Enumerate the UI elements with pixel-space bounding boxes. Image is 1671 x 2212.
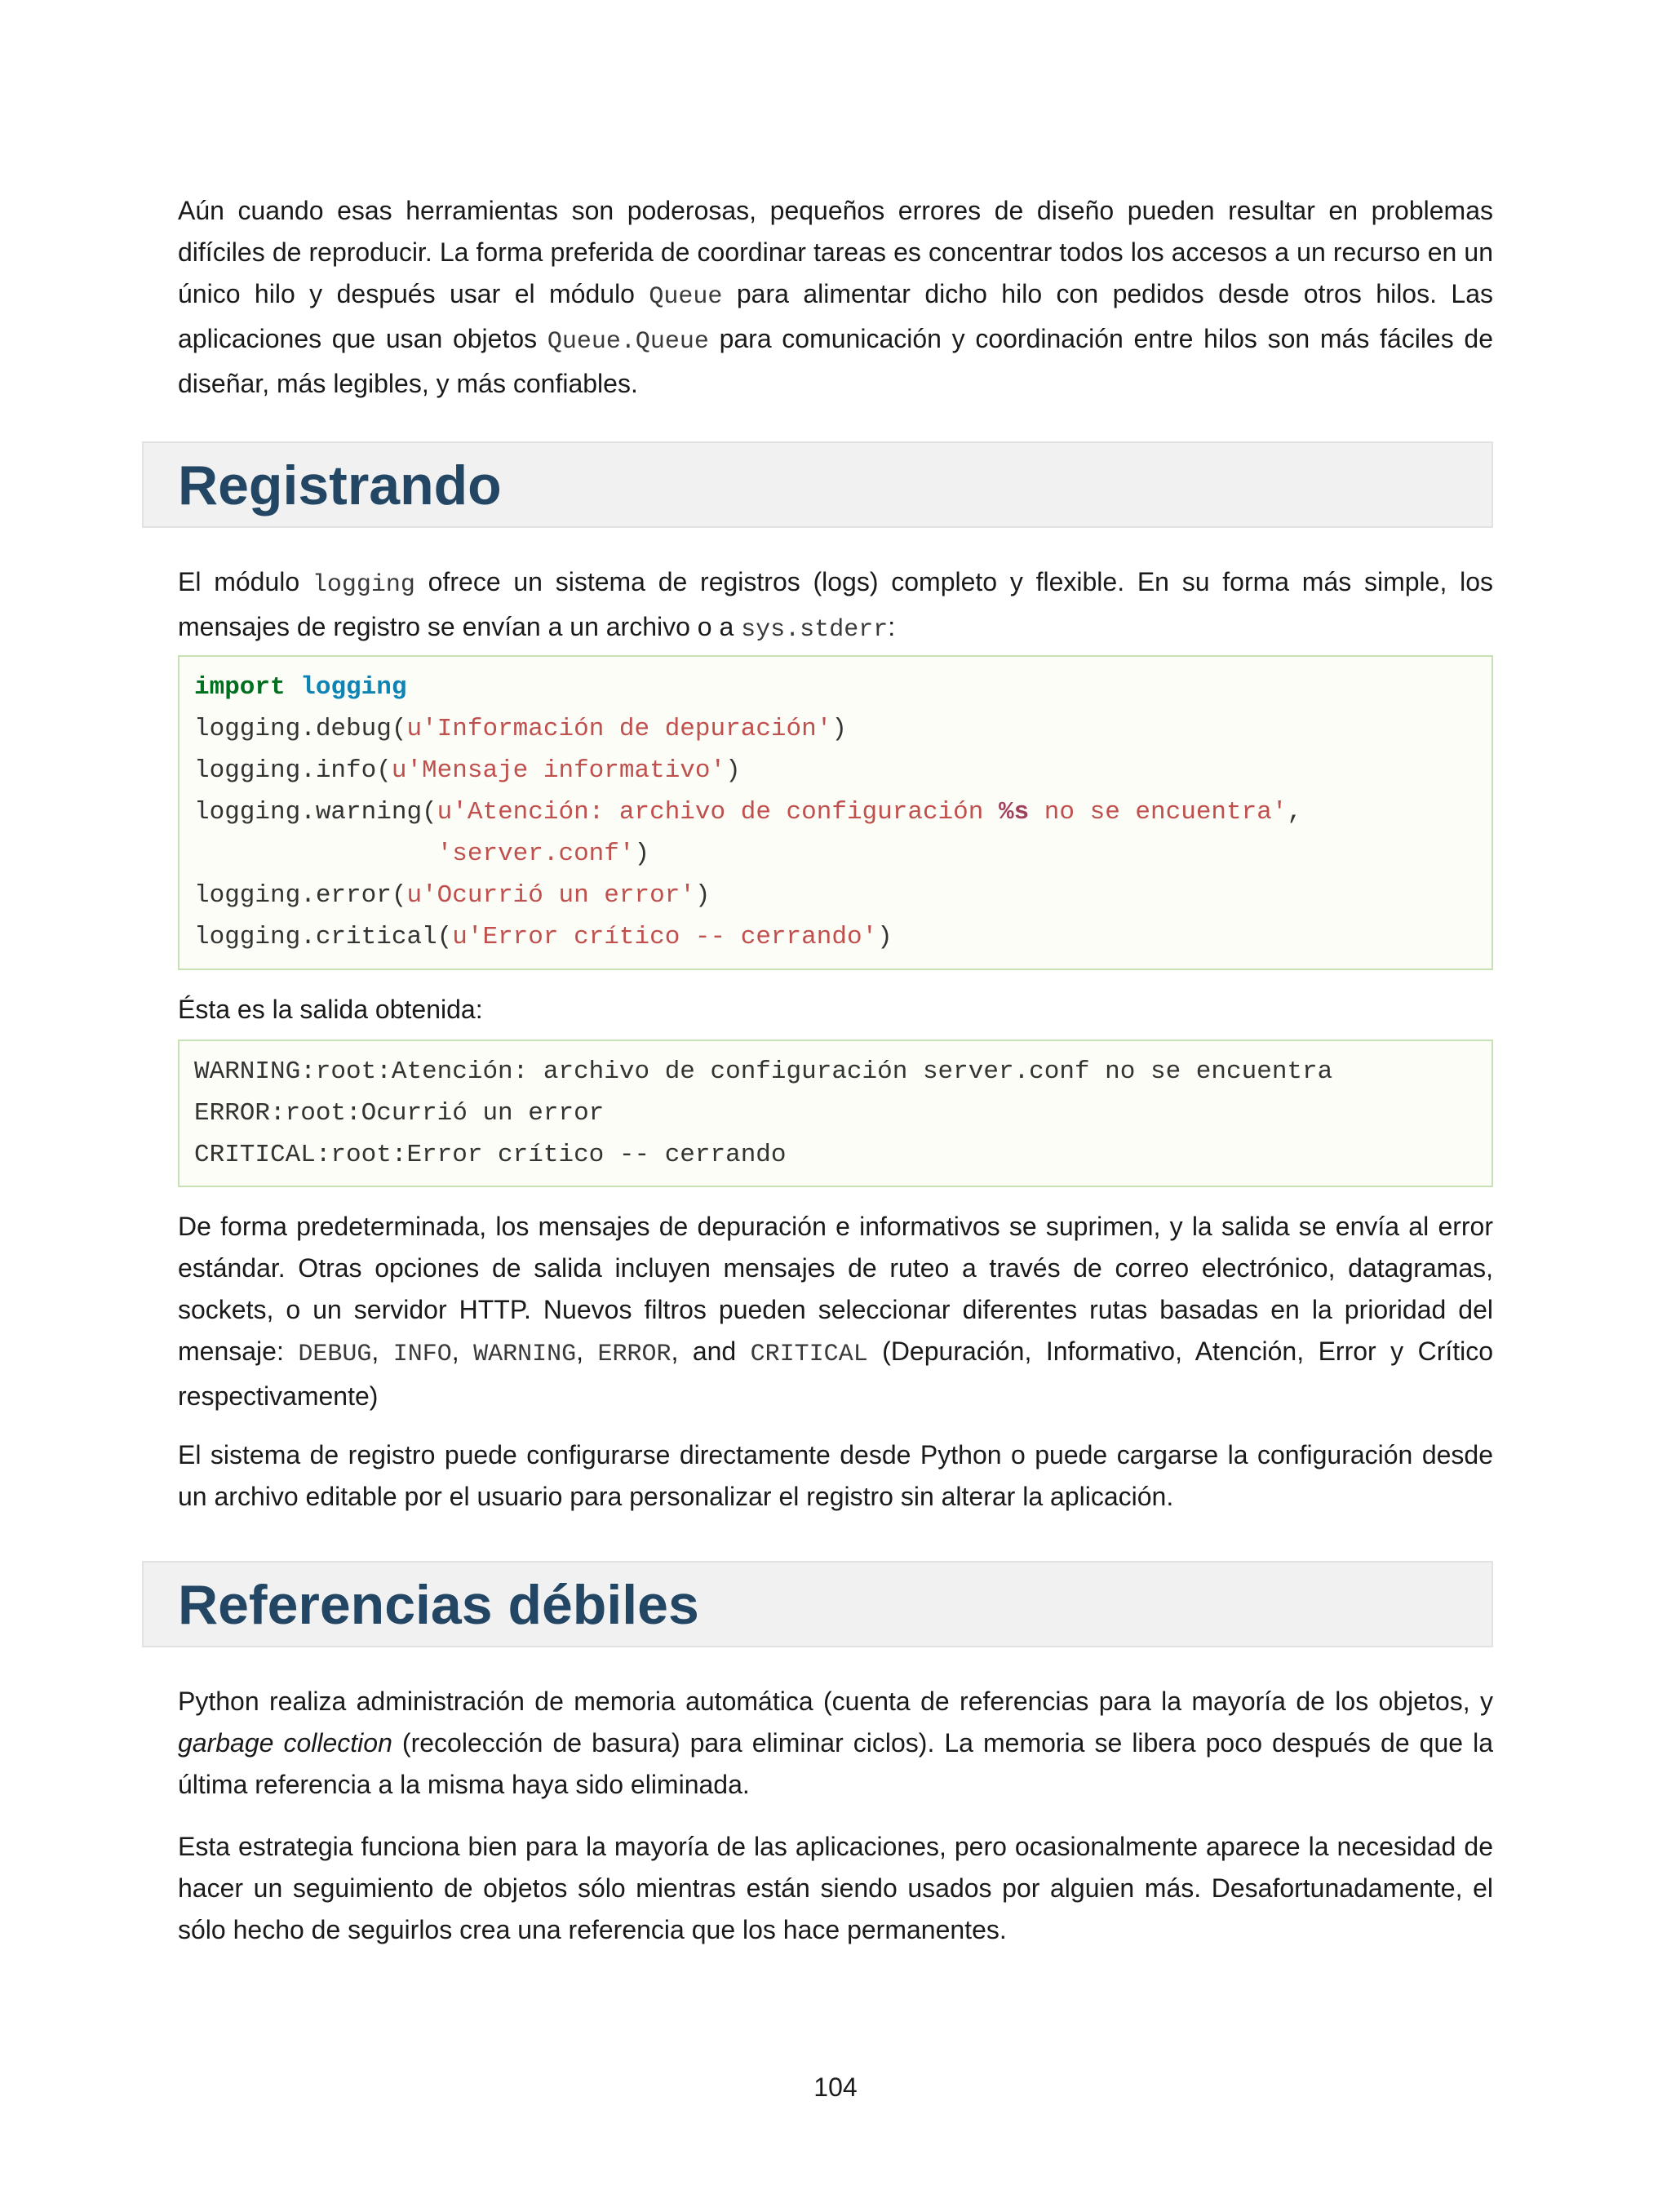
string-literal: u'Mensaje informativo' [391, 756, 726, 785]
text: (Depuración, Informativo, Atención, Error y Crítico respectivamente) [178, 1337, 1494, 1411]
string-literal: u'Información de depuración' [406, 715, 832, 743]
code-block-output [178, 1040, 1493, 1187]
code-line [194, 916, 1477, 958]
text: , [451, 1337, 474, 1366]
code-logging: logging [312, 571, 415, 599]
text: De forma predeterminada, los mensajes de depuración e informativos se suprimen, y la salida se envía al error estándar. Otras opciones de salida incluyen mensajes de ruteo a través de correo electrónico, datagramas, sockets, o un servidor HTTP. Nuevos filtros pueden seleccionar diferentes rutas basadas en la prioridad del mensaje: [178, 1212, 1493, 1366]
string-literal: u'Ocurrió un error' [406, 881, 695, 910]
text: ofrece un sistema de registros (logs) completo y flexible. En su forma más simple, los mensajes de registro se envían a un archivo o a [178, 567, 1494, 641]
text: Python realiza administración de memoria automática (cuenta de referencias para la mayoría de los objetos, y [178, 1687, 1493, 1716]
weakref-paragraph-2: Esta estrategia funciona bien para la mayoría de las aplicaciones, pero ocasionalmente aparece la necesidad de hacer un seguimiento de objetos sólo mientras están siendo usados por alguien más. Desafortunadamente, el sólo hecho de seguirlos crea una referencia que los hace permanentes. [178, 1832, 1493, 1944]
text: : [888, 612, 896, 641]
text: El módulo [178, 567, 312, 596]
format-specifier: %s [998, 798, 1030, 827]
code-text: , [1287, 798, 1303, 827]
code-text: ) [725, 756, 741, 785]
code-text: ) [634, 840, 650, 868]
code-text: ) [877, 923, 893, 951]
page-number: 104 [813, 2072, 858, 2102]
intro-text-1: Aún cuando esas herramientas son poderosas, pequeños errores de diseño pueden resultar en problemas difíciles de reproducir. La forma preferida de coordinar tareas es concentrar todos los accesos a un recurso en un único hilo y después usar el módulo [178, 196, 1493, 308]
code-text: ) [694, 881, 711, 910]
code-text: logging.error( [194, 881, 407, 910]
indent [194, 840, 437, 868]
code-line [194, 708, 1477, 750]
output-line: CRITICAL:root:Error crítico -- cerrando [194, 1141, 787, 1169]
intro-paragraph [178, 190, 1493, 405]
code-info: INFO [392, 1341, 452, 1368]
code-warning: WARNING [473, 1341, 577, 1368]
emphasis-garbage-collection: garbage collection [178, 1728, 392, 1758]
text: , and [671, 1337, 751, 1366]
output-line: ERROR:root:Ocurrió un error [194, 1099, 605, 1128]
logging-config-paragraph: El sistema de registro puede configurarse directamente desde Python o puede cargarse la configuración desde un archivo editable por el usuario para personalizar el registro sin alterar la aplicación. [178, 1440, 1493, 1511]
output-line: WARNING:root:Atención: archivo de configuración server.conf no se encuentra [194, 1057, 1333, 1086]
code-critical: CRITICAL [750, 1341, 868, 1368]
string-literal: u'Atención: archivo de configuración [437, 798, 999, 827]
text: (recolección de basura) para eliminar ciclos). La memoria se libera poco después de que la última referencia a la misma haya sido eliminada. [178, 1728, 1494, 1799]
code-line [194, 750, 1477, 791]
code-line [194, 791, 1477, 833]
text: , [371, 1337, 393, 1366]
string-literal: 'server.conf' [437, 840, 635, 868]
string-literal: no se encuentra' [1029, 798, 1288, 827]
code-text: ) [831, 715, 847, 743]
code-text: logging.info( [194, 756, 392, 785]
logging-levels-paragraph [178, 1206, 1493, 1417]
code-queue: Queue [649, 283, 723, 311]
module-name: logging [300, 673, 407, 702]
weakref-paragraph-1 [178, 1681, 1493, 1806]
code-line [194, 875, 1477, 916]
section-title: Referencias débiles [178, 1574, 699, 1636]
intro-text-3: para comunicación y coordinación entre hilos son más fáciles de diseñar, más legibles, y más confiables. [178, 324, 1493, 398]
section-title: Registrando [178, 454, 502, 516]
code-error: ERROR [597, 1341, 672, 1368]
intro-text-2: para alimentar dicho hilo con pedidos desde otros hilos. Las aplicaciones que usan objetos [178, 279, 1494, 353]
code-text: logging.warning( [194, 798, 437, 827]
keyword: import [194, 673, 286, 702]
code-queue-queue: Queue.Queue [547, 328, 709, 356]
code-line [194, 667, 1477, 708]
section-heading-registrando [142, 441, 1493, 528]
string-literal: u'Error crítico -- cerrando' [452, 923, 878, 951]
code-sys-stderr: sys.stderr [741, 616, 889, 644]
section-heading-referencias [142, 1561, 1493, 1647]
code-text: logging.debug( [194, 715, 407, 743]
code-line [194, 833, 1477, 875]
logging-intro-paragraph [178, 561, 1493, 651]
output-label: Ésta es la salida obtenida: [178, 995, 483, 1024]
code-text: logging.critical( [194, 923, 453, 951]
text: , [576, 1337, 598, 1366]
code-block-logging-example [178, 655, 1493, 970]
code-debug: DEBUG [298, 1341, 372, 1368]
